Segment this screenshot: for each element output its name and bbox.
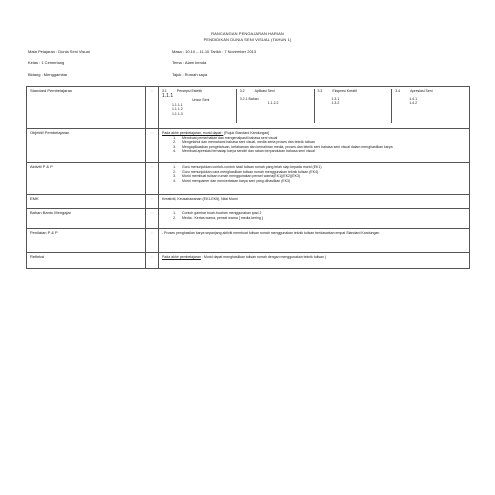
list-item: 4. Murid mempamer dan menceritakan karya seni yang dihasilkan (EK3) [173, 178, 291, 183]
row-label: Standard Pembelajaran [27, 87, 146, 129]
penilaian-text: Proses penghasilan karya sepanjang aktiviti membuat tulisan rumah menggunakan teknik tulisan berdasarkan empat Standard Kandungan [164, 231, 380, 235]
meta-kelas: Kelas : 1 Cemerlang [28, 60, 65, 65]
list-item: 2. Guru menunjukkan cara menghasilkan tulisan rumah menggunakan teknik tulisan (EK4) [173, 169, 319, 174]
sp-column-3: 3.3 Ekspresi Kreatif 1.3.1 1.3.2 [315, 89, 393, 123]
objektif-intro: [Rujuk Standard Kandungan] [223, 131, 270, 135]
list-item: 2. Media : Kertas warna, pensel warna [ media kering ] [173, 215, 263, 220]
row-aktiviti: Aktiviti P & P : 1. Guru menunjukkan contoh-contoh hasil tulisan rumah yang telah siap kepada murid (EK1) 2. Guru menunjukkan cara menghasilkan tulisan rumah menggunakan teknik tulisan (EK4) 3. Murid membuat tulisan rumah menggunakan pensel warna(EK1)(EK2)(EK3) 4. Murid mempamer dan menceritakan karya seni yang dihasilkan (EK3) [27, 163, 470, 195]
objektif-intro-underlined: Pada akhir pembelajaran, murid dapat : [162, 131, 224, 135]
meta-mata-pelajaran: Mata Pelajaran : Dunia Seni Visual [28, 49, 90, 54]
row-penilaian: Penilaian P & P : - Proses penghasilan karya sepanjang aktiviti membuat tulisan rumah menggunakan teknik tulisan berdasarkan empat Standard Kandungan [27, 229, 470, 253]
sp-column-4: 3.4 Apresiasi Seni 1.4.1 1.4.2 [395, 89, 433, 106]
list-item: 3. Murid membuat tulisan rumah menggunakan pensel warna(EK1)(EK2)(EK3) [173, 174, 301, 179]
row-refleksi: Refleksi : Pada akhir pembelajaran : Murid dapat menghasilkan tulisan rumah dengan menggunakan teknik tulisan ( [27, 253, 470, 269]
list-item: 4. Membuat apresiasi terhadap karya sendiri dan rakan berpandukan bahasa seni visual [173, 149, 315, 154]
row-emk: EMK : Kreativiti, Keusahawanan (EK1-EK5), Nilai Murni [27, 195, 470, 209]
bahan-list [162, 211, 466, 220]
meta-tajuk: Tajuk : Rumah saya [172, 72, 208, 77]
meta-masa: Masa : 10.10 – 11.10 Tarikh : 7 November 2013 [172, 49, 257, 54]
row-standard-pembelajaran: Standard Pembelajaran : 3.1 Persepsi Estetik 1.1.1 Unsur Seni 1.1.1.1 1.1.1.2 1.1.1.3 3.2 Aplikasi Seni 3.2.1 Bahan 1.1.2.2 3.3 Ekspresi Kreatif 1.3.1 1.3.2 3.4 Apresiasi Seni 1.4.1 1.4.2 [27, 87, 470, 129]
row-label: Objektif Pembelajaran [27, 129, 146, 163]
list-item: 1. Guru menunjukkan contoh-contoh hasil tulisan rumah yang telah siap kepada murid (EK1) [173, 165, 322, 169]
row-objektif: Objektif Pembelajaran : Pada akhir pembelajaran, murid dapat : [Rujuk Standard Kandungan] 1. Membuat pemerhatian dan mengenalpasti bahasa seni visual 2. Mengetahui dan memahami bahasa seni visual, media serta proses dan teknik tulisan 3. Mengaplikasikan pengetahuan, kefahaman dan kemahiran media, proses dan teknik seni bahasa seni visual dalam menghasilkan karya 4. Membuat apresiasi terhadap karya sendiri dan rakan berpandukan bahasa seni visual [27, 129, 470, 163]
meta-bidang: Bidang : Menggambar [28, 72, 68, 77]
row-label: Bahan Bantu Mengajar [27, 209, 146, 229]
row-label: Aktiviti P & P [27, 163, 146, 195]
document-subtitle: PENDIDIKAN DUNIA SENI VISUAL (TAHUN 1) [203, 37, 292, 42]
list-item: 1. Contoh gambar buah-buahan menggunakan ipad 2 [173, 211, 262, 215]
list-item: 1. Membuat pemerhatian dan mengenalpasti bahasa seni visual [173, 135, 278, 140]
lesson-table [26, 86, 470, 269]
list-item: 3. Mengaplikasikan pengetahuan, kefahaman dan kemahiran media, proses dan teknik seni bahasa seni visual dalam menghasilkan karya [173, 144, 393, 149]
row-label: Refleksi [27, 253, 146, 269]
standard-columns [159, 89, 469, 123]
list-item: 2. Mengetahui dan memahami bahasa seni visual, media serta proses dan teknik tulisan [173, 140, 315, 145]
refleksi-text: : Murid dapat menghasilkan tulisan rumah dengan menggunakan teknik tulisan ( [200, 255, 327, 259]
row-bahan: Bahan Bantu Mengajar : 1. Contoh gambar buah-buahan menggunakan ipad 2 2. Media : Kertas warna, pensel warna [ media kering ] [27, 209, 470, 229]
sp-column-1: 3.1 Persepsi Estetik 1.1.1 Unsur Seni 1.1.1.1 1.1.1.2 1.1.1.3 [159, 89, 237, 123]
aktiviti-list [162, 165, 466, 183]
row-label: Penilaian P & P [27, 229, 146, 253]
row-label: EMK [27, 195, 146, 209]
document-title: RANCANGAN PENGAJARAN HARIAN [211, 31, 284, 36]
emk-text: Kreativiti, Keusahawanan (EK1-EK5), Nilai Murni [159, 195, 470, 209]
refleksi-underlined: Pada akhir pembelajaran [162, 255, 201, 259]
objektif-list [162, 136, 466, 154]
sp-column-2: 3.2 Aplikasi Seni 3.2.1 Bahan 1.1.2.2 [237, 89, 315, 123]
meta-tema: Tema : Alam benda [172, 60, 207, 65]
